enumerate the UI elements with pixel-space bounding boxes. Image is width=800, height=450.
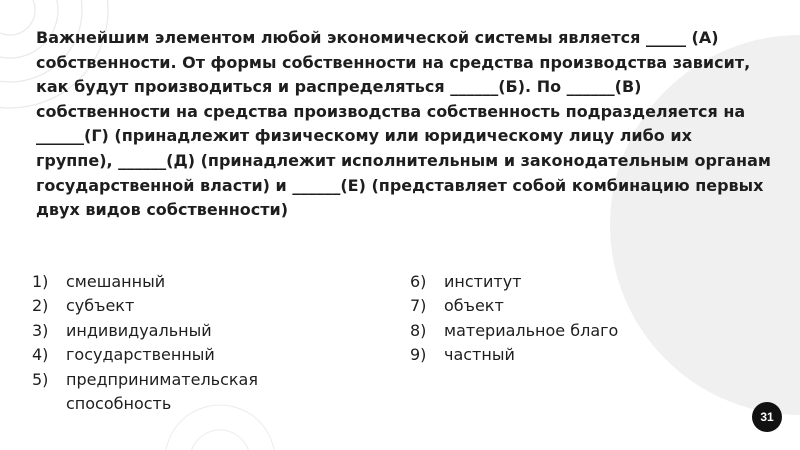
option-number: 1) (32, 272, 49, 291)
option-number: 3) (32, 320, 49, 340)
options-list-left (26, 270, 356, 416)
option-item (26, 343, 356, 367)
option-number: 6) (410, 272, 427, 291)
option-item (26, 368, 356, 417)
option-text: материальное благо (444, 320, 619, 340)
options-list-right (404, 270, 734, 368)
option-number: 8) (410, 320, 427, 340)
option-text: институт (444, 272, 522, 291)
option-item (404, 270, 734, 294)
option-item (26, 319, 356, 343)
option-item (404, 294, 734, 318)
option-number: 5) (32, 369, 49, 389)
option-number: 9) (410, 345, 427, 365)
option-text: смешанный (66, 272, 166, 291)
option-item (26, 270, 356, 294)
option-text: индивидуальный (66, 320, 212, 340)
question-text: Важнейшим элементом любой экономической системы является _____ (А) собственности. От формы собственности на средства производства зависит, как будут производиться и распределяться ______(Б). По ______(В) собственности на средства производства собственность подразделяется на ______(Г) (принадлежит физическому или юридическому лицу либо их группе), ______(Д) (принадлежит исполнительным и законодательным органам государственной власти) и ______(Е) (представляет собой комбинацию первых двух видов собственности) (36, 28, 771, 220)
option-text: частный (444, 345, 515, 365)
option-item (404, 343, 734, 367)
option-text: предпринимательская способность (66, 369, 258, 414)
option-text: субъект (66, 296, 135, 316)
option-item (404, 319, 734, 343)
option-text: государственный (66, 345, 215, 365)
option-item (26, 294, 356, 318)
page-number-badge: 31 (752, 402, 782, 432)
option-text: объект (444, 296, 504, 316)
option-number: 7) (410, 296, 427, 316)
option-number: 4) (32, 345, 49, 365)
option-number: 2) (32, 296, 49, 316)
